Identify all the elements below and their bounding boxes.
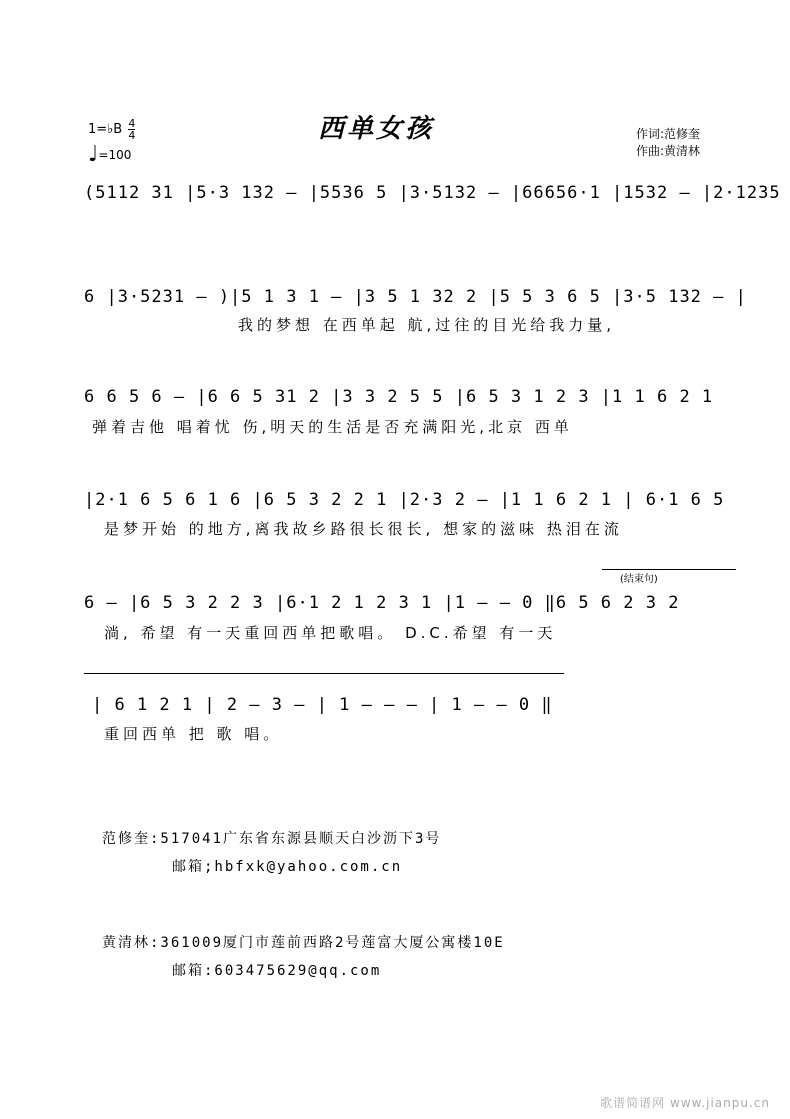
time-denominator: 4 [128,129,136,142]
lyricist-credit: 作词:范修奎 [636,127,701,141]
score-line-1: (5112 31 |5·3 132 — |5536 5 |3·5132 — |66656·1 |1532 — |2·1235 [84,183,781,203]
lyrics-line-6: 重回西单 把 歌 唱。 [104,725,283,743]
composer-address: 黄清林:361009厦门市莲前西路2号莲富大厦公寓楼10E [102,935,505,951]
watermark: 歌谱简谱网 www.jianpu.cn [600,1096,770,1110]
score-line-5: 6 — |6 5 3 2 2 3 |6·1 2 1 2 3 1 |1 — — 0 ‖6 5 6 2 3 2 [84,593,680,613]
key-accidental: ♭B [107,122,123,137]
lyrics-line-2: 我的梦想 在西单起 航,过往的目光给我力量, [238,316,616,334]
time-numerator: 4 [128,117,136,130]
page-title: 西单女孩 [318,114,435,144]
score-line-3: 6 6 5 6 — |6 6 5 31 2 |3 3 2 5 5 |6 5 3 1 2 3 |1 1 6 2 1 [84,387,714,407]
tempo-marking [88,142,132,167]
tempo-value: =100 [98,148,132,162]
credits [636,126,700,160]
score-line-4: |2·1 6 5 6 1 6 |6 5 3 2 2 1 |2·3 2 — |1 1 6 2 1 | 6·1 6 5 [84,490,725,510]
lyrics-line-3: 弹着吉他 唱着忧 伤,明天的生活是否充满阳光,北京 西单 [92,418,573,436]
lyricist-email: 邮箱;hbfxk@yahoo.com.cn [172,859,403,875]
time-signature [128,118,135,141]
lyricist-address: 范修奎:517041广东省东源县顺天白沙沥下3号 [102,831,442,847]
key-prefix: 1= [88,122,108,137]
score-line-2: 6 |3·5231 — )|5 1 3 1 — |3 5 1 32 2 |5 5 3 6 5 |3·5 132 — | [84,287,747,307]
ending-label: (结束句) [620,574,658,585]
score-line-6: | 6 1 2 1 | 2 — 3 — | 1 — — — | 1 — — 0 ‖ [92,695,553,715]
lyrics-line-5: 淌, 希望 有一天重回西单把歌唱。 D.C.希望 有一天 [104,624,557,642]
ending-bracket-continued [84,673,564,674]
quarter-note-icon: ♩ [88,142,99,167]
key-signature [88,118,135,141]
lyrics-line-4: 是梦开始 的地方,离我故乡路很长很长, 想家的滋味 热泪在流 [104,520,623,538]
composer-email: 邮箱:603475629@qq.com [172,963,382,979]
composer-credit: 作曲:黄清林 [636,144,701,158]
